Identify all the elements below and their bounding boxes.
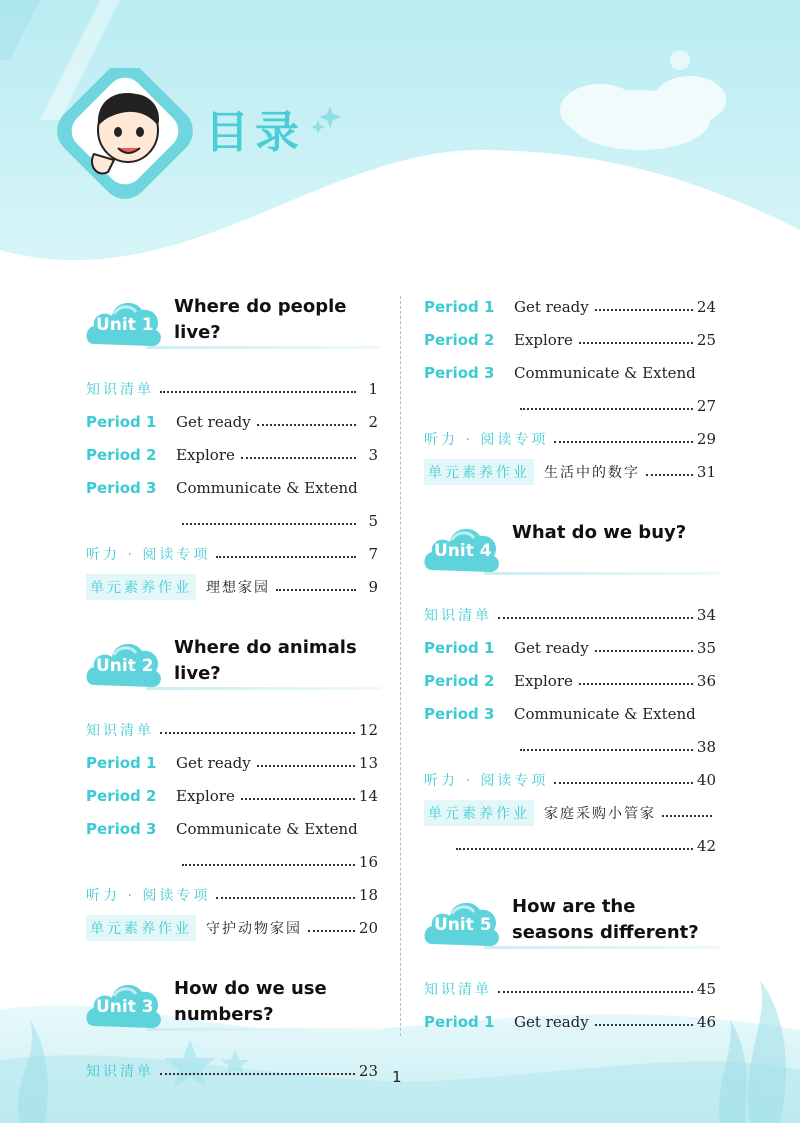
homework-tag: 单元素养作业 <box>424 800 534 826</box>
page-ref: 40 <box>696 770 716 789</box>
lesson-title: Communicate & Extend <box>176 478 358 497</box>
page-ref: 7 <box>368 544 378 563</box>
toc-entry[interactable] <box>424 323 716 356</box>
period-label: Period 3 <box>86 478 157 497</box>
toc-entry[interactable] <box>86 713 378 746</box>
lesson-title: Explore <box>514 330 573 349</box>
section-label: 知识清单 <box>424 981 492 998</box>
page-number: 1 <box>392 1068 402 1086</box>
toc-entry[interactable] <box>86 812 378 845</box>
page-ref: 46 <box>696 1012 716 1031</box>
leader-dots <box>160 732 355 734</box>
section-label: 知识清单 <box>86 381 154 398</box>
lesson-title: Communicate & Extend <box>514 363 696 382</box>
column-divider <box>400 296 401 1036</box>
toc-right-column <box>424 290 716 1038</box>
page-ref: 20 <box>358 918 378 937</box>
homework-title: 理想家园 <box>206 579 270 596</box>
toc-entry-continued[interactable] <box>424 730 716 763</box>
unit-underline <box>146 687 382 690</box>
unit-header <box>86 972 378 1044</box>
toc-entry[interactable] <box>424 972 716 1005</box>
toc-entry-continued[interactable] <box>424 389 716 422</box>
toc-entry[interactable] <box>424 763 716 796</box>
toc-entry[interactable] <box>424 631 716 664</box>
leader-dots <box>646 474 693 476</box>
page-ref: 14 <box>358 786 378 805</box>
period-label: Period 1 <box>424 297 495 316</box>
lesson-title: Get ready <box>514 1012 589 1031</box>
unit-label: Unit 1 <box>96 315 154 335</box>
leader-dots <box>257 424 356 426</box>
period-label: Period 1 <box>86 412 157 431</box>
period-label: Period 2 <box>424 330 495 349</box>
toc-entry[interactable] <box>424 598 716 631</box>
leader-dots <box>520 749 693 751</box>
toc-entry[interactable] <box>86 1054 378 1087</box>
toc-entry[interactable] <box>86 746 378 779</box>
leader-dots <box>182 864 355 866</box>
toc-entry[interactable] <box>86 471 378 504</box>
page-ref: 13 <box>358 753 378 772</box>
leader-dots <box>276 589 356 591</box>
page-ref: 45 <box>696 979 716 998</box>
page-ref: 36 <box>696 671 716 690</box>
leader-dots <box>595 650 693 652</box>
unit-title: Where do people live? <box>174 296 347 343</box>
homework-tag: 单元素养作业 <box>86 915 196 941</box>
leader-dots <box>520 408 693 410</box>
homework-title: 家庭采购小管家 <box>544 805 656 822</box>
toc-entry[interactable] <box>424 422 716 455</box>
leader-dots <box>241 457 356 459</box>
leader-dots <box>595 309 693 311</box>
toc-left-column <box>86 290 378 1087</box>
page-ref: 31 <box>696 462 716 481</box>
homework-tag: 单元素养作业 <box>86 574 196 600</box>
unit-title: How do we use numbers? <box>174 978 327 1025</box>
toc-entry-continued[interactable] <box>424 829 716 862</box>
page-ref: 38 <box>696 737 716 756</box>
section-gap <box>424 488 716 516</box>
page-ref: 9 <box>368 577 378 596</box>
page-ref: 2 <box>368 412 378 431</box>
unit-header <box>86 631 378 703</box>
unit-underline <box>146 1028 382 1031</box>
lesson-title: Explore <box>176 445 235 464</box>
unit-title: What do we buy? <box>512 522 687 543</box>
section-label: 听力 · 阅读专项 <box>424 431 549 448</box>
unit-underline <box>484 572 720 575</box>
page-ref: 29 <box>696 429 716 448</box>
toc-entry[interactable] <box>424 455 716 488</box>
lesson-title: Communicate & Extend <box>176 819 358 838</box>
period-label: Period 1 <box>424 1012 495 1031</box>
leader-dots <box>456 848 693 850</box>
section-label: 知识清单 <box>424 607 492 624</box>
lesson-title: Communicate & Extend <box>514 704 696 723</box>
leader-dots <box>595 1024 693 1026</box>
toc-entry[interactable] <box>86 372 378 405</box>
leader-dots <box>498 991 693 993</box>
period-label: Period 1 <box>86 753 157 772</box>
section-label: 听力 · 阅读专项 <box>424 772 549 789</box>
leader-dots <box>498 617 693 619</box>
leader-dots <box>579 683 693 685</box>
toc-entry[interactable] <box>86 911 378 944</box>
sparkle-icon <box>311 106 341 134</box>
unit-label: Unit 4 <box>434 541 492 561</box>
lesson-title: Get ready <box>176 412 251 431</box>
leader-dots <box>160 391 356 393</box>
unit-underline <box>484 946 720 949</box>
page-ref: 1 <box>368 379 378 398</box>
page-ref: 27 <box>696 396 716 415</box>
page-ref: 23 <box>358 1061 378 1080</box>
leader-dots <box>160 1073 355 1075</box>
toc-entry[interactable] <box>86 537 378 570</box>
page-ref: 5 <box>368 511 378 530</box>
page-ref: 25 <box>696 330 716 349</box>
unit-header <box>86 290 378 362</box>
lesson-title: Get ready <box>514 638 589 657</box>
page-ref: 16 <box>358 852 378 871</box>
leader-dots <box>308 930 355 932</box>
toc-entry[interactable] <box>424 697 716 730</box>
toc-entry-continued[interactable] <box>86 845 378 878</box>
section-gap <box>424 862 716 890</box>
period-label: Period 3 <box>424 363 495 382</box>
unit-title: How are the seasons different? <box>512 896 699 943</box>
leader-dots <box>662 815 712 817</box>
homework-tag: 单元素养作业 <box>424 459 534 485</box>
page-ref: 3 <box>368 445 378 464</box>
toc-entry-continued[interactable] <box>86 504 378 537</box>
unit-label: Unit 3 <box>96 997 154 1017</box>
lesson-title: Get ready <box>514 297 589 316</box>
page-title: 目录 <box>205 107 305 158</box>
leader-dots <box>182 523 356 525</box>
toc-entry[interactable] <box>86 438 378 471</box>
leader-dots <box>579 342 693 344</box>
toc-entry[interactable] <box>86 779 378 812</box>
lesson-title: Get ready <box>176 753 251 772</box>
toc-entry[interactable] <box>424 290 716 323</box>
section-label: 听力 · 阅读专项 <box>86 887 211 904</box>
homework-title: 生活中的数字 <box>544 464 640 481</box>
homework-title: 守护动物家园 <box>206 920 302 937</box>
toc-entry[interactable] <box>424 664 716 697</box>
leader-dots <box>554 441 693 443</box>
toc-entry[interactable] <box>86 405 378 438</box>
toc-entry[interactable] <box>86 878 378 911</box>
section-label: 知识清单 <box>86 1063 154 1080</box>
leader-dots <box>554 782 693 784</box>
page-ref: 24 <box>696 297 716 316</box>
unit-header <box>424 516 716 588</box>
section-gap <box>86 944 378 972</box>
unit-label: Unit 5 <box>434 915 492 935</box>
page-ref: 35 <box>696 638 716 657</box>
unit-header <box>424 890 716 962</box>
period-label: Period 2 <box>86 445 157 464</box>
period-label: Period 1 <box>424 638 495 657</box>
page-ref: 18 <box>358 885 378 904</box>
lesson-title: Explore <box>176 786 235 805</box>
unit-label: Unit 2 <box>96 656 154 676</box>
toc-entry[interactable] <box>86 570 378 603</box>
leader-dots <box>257 765 355 767</box>
page-ref: 42 <box>696 836 716 855</box>
leader-dots <box>216 556 356 558</box>
leader-dots <box>241 798 355 800</box>
unit-title: Where do animals live? <box>174 637 357 684</box>
lesson-title: Explore <box>514 671 573 690</box>
section-label: 知识清单 <box>86 722 154 739</box>
page-ref: 12 <box>358 720 378 739</box>
period-label: Period 3 <box>424 704 495 723</box>
section-gap <box>86 603 378 631</box>
leader-dots <box>216 897 355 899</box>
toc-entry[interactable] <box>424 1005 716 1038</box>
period-label: Period 2 <box>86 786 157 805</box>
section-label: 听力 · 阅读专项 <box>86 546 211 563</box>
period-label: Period 3 <box>86 819 157 838</box>
period-label: Period 2 <box>424 671 495 690</box>
toc-entry[interactable] <box>424 356 716 389</box>
page-ref: 34 <box>696 605 716 624</box>
unit-underline <box>146 346 382 349</box>
toc-entry[interactable] <box>424 796 716 829</box>
